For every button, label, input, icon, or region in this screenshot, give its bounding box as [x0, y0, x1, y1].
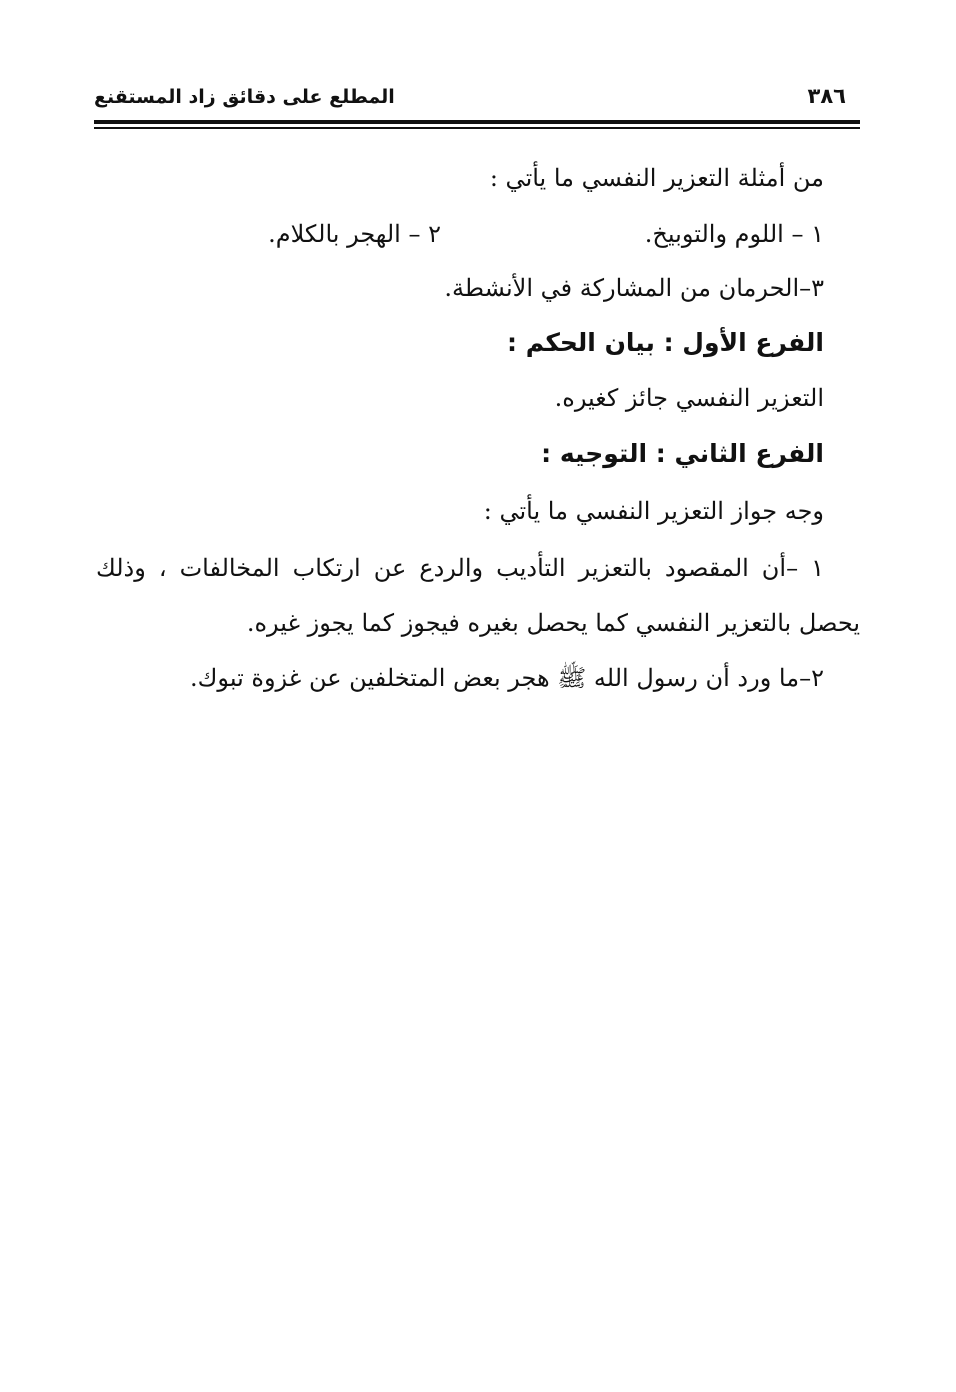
section-heading-ruling: الفرع الأول : بيان الحكم :: [507, 328, 824, 357]
page-number: ٣٨٦: [807, 84, 846, 108]
reason-2: ٢–ما ورد أن رسول الله ﷺ هجر بعض المتخلفين عن غزوة تبوك.: [190, 664, 824, 692]
reason-1-line-1: ١ –أن المقصود بالتعزير التأديب والردع عن ارتكاب المخالفات ، وذلك: [96, 554, 824, 582]
intro-line: من أمثلة التعزير النفسي ما يأتي :: [489, 164, 824, 192]
example-item-1: ١ – اللوم والتوبيخ.: [644, 220, 824, 248]
section-heading-guidance: الفرع الثاني : التوجيه :: [541, 439, 824, 468]
header-rule-thin: [94, 127, 860, 129]
header-rule-thick: [94, 120, 860, 124]
guidance-intro: وجه جواز التعزير النفسي ما يأتي :: [483, 497, 824, 525]
reason-1-line-2: يحصل بالتعزير النفسي كما يحصل بغيره فيجوز كما يجوز غيره.: [246, 609, 860, 637]
running-title: المطلع على دقائق زاد المستقنع: [94, 86, 395, 108]
example-item-3: ٣–الحرمان من المشاركة في الأنشطة.: [444, 274, 824, 302]
page-header: [94, 82, 860, 116]
example-item-2: ٢ – الهجر بالكلام.: [268, 220, 441, 248]
ruling-text: التعزير النفسي جائز كغيره.: [554, 384, 824, 412]
